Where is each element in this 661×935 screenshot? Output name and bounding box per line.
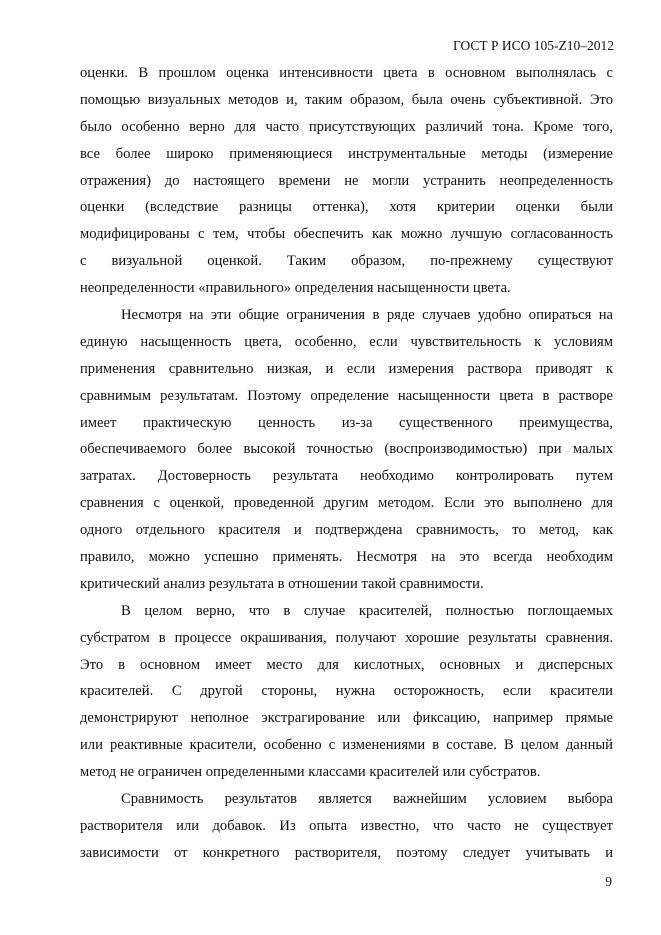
text-line: растворителя или добавок. Из опыта известно, что часто не существует: [80, 817, 613, 834]
paragraph: [80, 598, 613, 786]
text-line: единую насыщенность цвета, особенно, если чувствительность к условиям: [80, 333, 613, 350]
text-line: сравнимым результатам. Поэтому определение насыщенности цвета в растворе: [80, 387, 613, 404]
page-number: 9: [605, 874, 612, 889]
text-line: сравнения с оценкой, проведенной другим методом. Если это выполнено для: [80, 495, 613, 512]
text-line: было особенно верно для часто присутствующих различий тона. Кроме того,: [80, 118, 613, 135]
text-line: критический анализ результата в отношении такой сравнимости.: [80, 575, 484, 592]
text-line: все более широко применяющиеся инструментальные методы (измерение: [80, 145, 613, 162]
text-line: субстратом в процессе окрашивания, получают хорошие результаты сравнения.: [80, 629, 613, 646]
text-line: Это в основном имеет место для кислотных, основных и дисперсных: [80, 656, 613, 673]
text-line: имеет практическую ценность из-за существенного преимущества,: [80, 414, 613, 431]
text-line: помощью визуальных методов и, таким образом, была очень субъективной. Это: [80, 91, 613, 108]
body-text: [80, 60, 613, 867]
text-line: с визуальной оценкой. Таким образом, по-прежнему существуют: [80, 253, 613, 270]
text-line: В целом верно, что в случае красителей, полностью поглощаемых: [121, 602, 613, 619]
text-line: красителей. С другой стороны, нужна осторожность, если красители: [80, 683, 613, 700]
text-line: неопределенности «правильного» определения насыщенности цвета.: [80, 280, 511, 297]
text-line: метод не ограничен определенными классами красителей или субстратов.: [80, 764, 541, 781]
text-line: правило, можно успешно применять. Несмотря на это всегда необходим: [80, 549, 613, 566]
text-line: обеспечиваемого более высокой точностью (воспроизводимостью) при малых: [80, 441, 613, 458]
text-line: затратах. Достоверность результата необходимо контролировать путем: [80, 468, 613, 485]
text-line: или реактивные красители, особенно с изменениями в составе. В целом данный: [80, 737, 613, 754]
text-line: одного отдельного красителя и подтверждена сравнимость, то метод, как: [80, 522, 613, 539]
paragraph: [80, 786, 613, 867]
text-line: демонстрируют неполное экстрагирование или фиксацию, например прямые: [80, 710, 613, 727]
paragraph: [80, 60, 613, 302]
text-line: оценки (вследствие разницы оттенка), хотя критерии оценки были: [80, 199, 613, 216]
text-line: отражения) до настоящего времени не могли устранить неопределенность: [80, 172, 613, 189]
text-line: применения сравнительно низкая, и если измерения раствора приводят к: [80, 360, 613, 377]
text-line: Сравнимость результатов является важнейшим условием выбора: [121, 791, 613, 808]
standard-header: ГОСТ Р ИСО 105-Z10–2012: [452, 38, 614, 53]
paragraph: [80, 302, 613, 598]
text-line: модифицированы с тем, чтобы обеспечить как можно лучшую согласованность: [80, 226, 613, 243]
text-line: Несмотря на эти общие ограничения в ряде случаев удобно опираться на: [121, 307, 613, 324]
text-line: оценки. В прошлом оценка интенсивности цвета в основном выполнялась с: [80, 65, 613, 81]
text-line: зависимости от конкретного растворителя, поэтому следует учитывать и: [80, 844, 613, 861]
